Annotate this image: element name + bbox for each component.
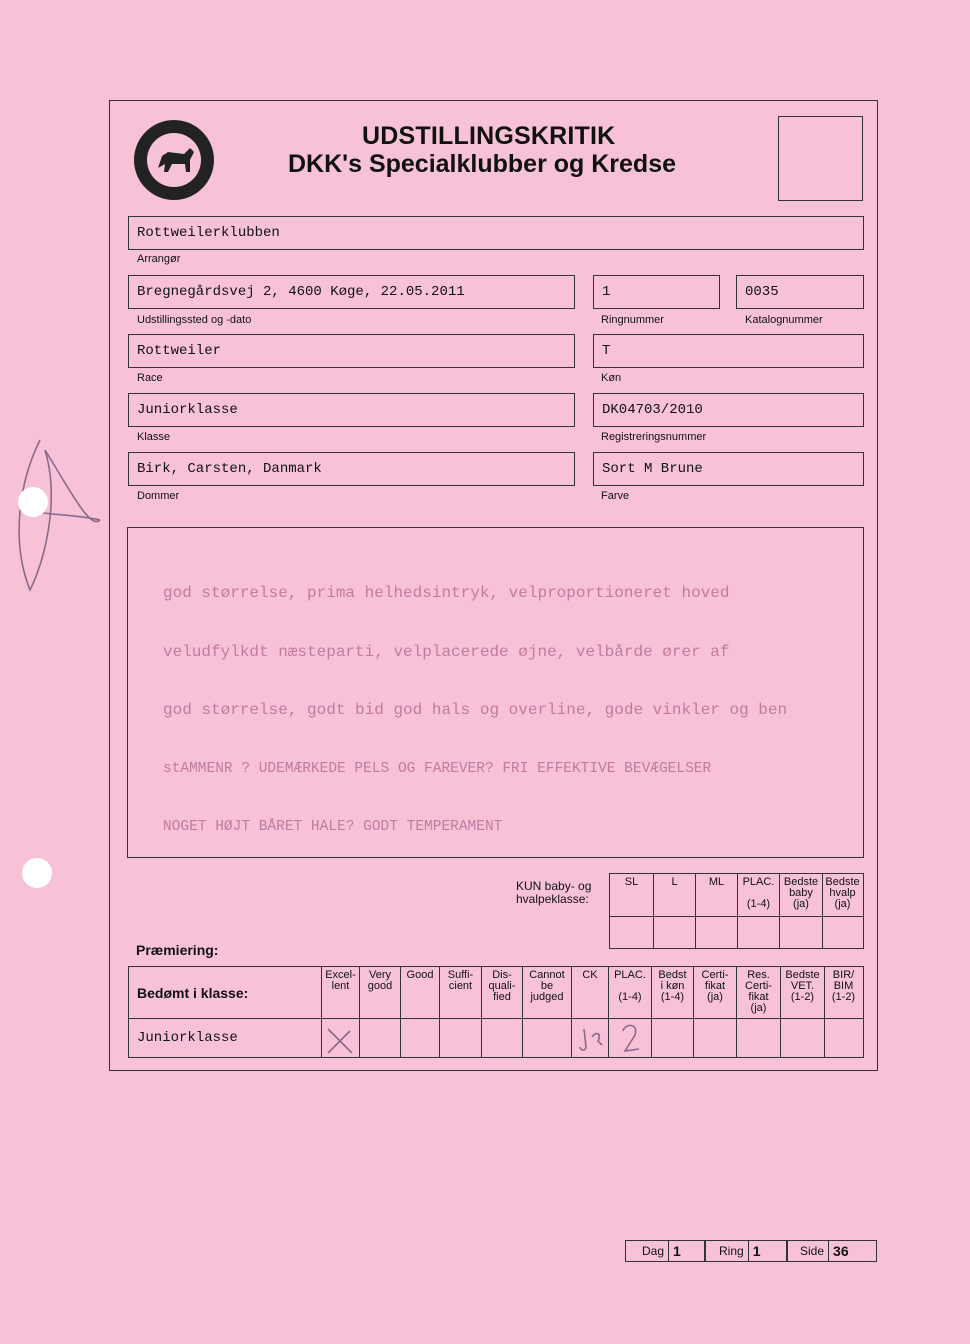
- praemiering-heading: Præmiering:: [136, 942, 219, 958]
- praemiering-table: [128, 966, 864, 1058]
- col-good: Good: [400, 967, 439, 1018]
- baby-col-plac: PLAC. (1-4): [737, 874, 779, 916]
- critique-line: stAMMENR ? UDEMÆRKEDE PELS OG FAREVER? FRI EFFEKTIVE BEVÆGELSER: [163, 760, 712, 777]
- baby-cell[interactable]: [695, 917, 737, 949]
- stamp-box: [778, 116, 863, 201]
- handwritten-x-mark: [324, 1025, 356, 1055]
- punch-hole-bottom: [22, 858, 52, 888]
- farve-label: Farve: [601, 490, 630, 502]
- sted-label: Udstillingssted og -dato: [137, 314, 252, 326]
- baby-header-row: [610, 874, 863, 917]
- arrangoer-label: Arrangør: [137, 253, 181, 265]
- handwritten-ja-mark: [576, 1023, 606, 1053]
- punch-hole-top: [18, 487, 48, 517]
- baby-cell[interactable]: [822, 917, 862, 949]
- excellent-cell[interactable]: [321, 1019, 359, 1057]
- katalognummer-field[interactable]: 0035: [736, 275, 864, 309]
- sted-field[interactable]: Bregnegårdsvej 2, 4600 Køge, 22.05.2011: [128, 275, 575, 309]
- baby-table: [609, 873, 864, 949]
- side-label: Side: [788, 1241, 829, 1261]
- baby-label-line2: hvalpeklasse:: [516, 892, 589, 906]
- very-good-cell[interactable]: [359, 1019, 400, 1057]
- cannot-be-judged-cell[interactable]: [522, 1019, 571, 1057]
- dag-value: 1: [673, 1243, 681, 1259]
- race-field[interactable]: Rottweiler: [128, 334, 575, 368]
- praemiering-value-row: [129, 1019, 863, 1057]
- col-excellent: Excel- lent: [321, 967, 359, 1018]
- bedst-i-koen-cell[interactable]: [651, 1019, 693, 1057]
- bedoemt-label: Bedømt i klasse:: [137, 984, 249, 1001]
- col-cannot-be-judged: Cannot be judged: [522, 967, 571, 1018]
- baby-label: [516, 880, 591, 906]
- baby-cell[interactable]: [610, 917, 653, 949]
- footer-ring: [705, 1240, 787, 1262]
- res-certifikat-cell[interactable]: [736, 1019, 780, 1057]
- footer-side: [787, 1240, 877, 1262]
- disqualified-cell[interactable]: [481, 1019, 522, 1057]
- race-label: Race: [137, 372, 163, 384]
- col-certifikat: Certi- fikat (ja): [693, 967, 736, 1018]
- registrering-label: Registreringsnummer: [601, 431, 707, 443]
- dommer-field[interactable]: Birk, Carsten, Danmark: [128, 452, 575, 486]
- baby-col-bedste-baby: Bedste baby (ja): [779, 874, 822, 916]
- baby-value-row: [610, 917, 863, 949]
- dag-label: Dag: [626, 1241, 669, 1261]
- col-bir-bim: BIR/ BIM (1-2): [824, 967, 862, 1018]
- class-value: Juniorklasse: [137, 1030, 238, 1046]
- col-ck: CK: [571, 967, 608, 1018]
- praemiering-header-row: [129, 967, 863, 1019]
- koen-label: Køn: [601, 372, 622, 384]
- baby-col-ml: ML: [695, 874, 737, 916]
- baby-cell[interactable]: [737, 917, 779, 949]
- form-subtitle: DKK's Specialklubber og Kredse: [288, 150, 677, 178]
- col-bedste-vet: Bedste VET. (1-2): [780, 967, 824, 1018]
- col-plac: PLAC. (1-4): [608, 967, 651, 1018]
- col-sufficient: Suffi- cient: [439, 967, 481, 1018]
- sufficient-cell[interactable]: [439, 1019, 481, 1057]
- arrangoer-field[interactable]: Rottweilerklubben: [128, 216, 864, 250]
- good-cell[interactable]: [400, 1019, 439, 1057]
- baby-col-sl: SL: [624, 876, 639, 888]
- side-value: 36: [833, 1243, 849, 1259]
- baby-col-bedste-hvalp: Bedste hvalp (ja): [822, 874, 862, 916]
- baby-cell[interactable]: [779, 917, 822, 949]
- baby-col-l: L: [653, 874, 695, 916]
- col-bedst-i-koen: Bedst i køn (1-4): [651, 967, 693, 1018]
- baby-cell[interactable]: [653, 917, 695, 949]
- bir-bim-cell[interactable]: [824, 1019, 862, 1057]
- katalognummer-label: Katalognummer: [745, 314, 823, 326]
- ring-label: Ring: [706, 1241, 749, 1261]
- koen-field[interactable]: T: [593, 334, 864, 368]
- form-title: UDSTILLINGSKRITIK: [362, 122, 616, 150]
- col-very-good: Very good: [359, 967, 400, 1018]
- col-res-certifikat: Res. Certi- fikat (ja): [736, 967, 780, 1018]
- klasse-field[interactable]: Juniorklasse: [128, 393, 575, 427]
- farve-field[interactable]: Sort M Brune: [593, 452, 864, 486]
- footer-dag: [625, 1240, 705, 1262]
- handwritten-2-mark: [617, 1021, 645, 1055]
- dkk-logo-icon: [132, 118, 216, 202]
- critique-line: god størrelse, godt bid god hals og overline, gode vinkler og ben: [163, 701, 788, 719]
- ck-cell[interactable]: [571, 1019, 608, 1057]
- critique-text: [163, 545, 787, 857]
- critique-line: veludfylkdt næsteparti, velplacerede øjne, velbårde ører af: [163, 642, 730, 661]
- bedste-vet-cell[interactable]: [780, 1019, 824, 1057]
- registrering-field[interactable]: DK04703/2010: [593, 393, 864, 427]
- ringnummer-field[interactable]: 1: [593, 275, 720, 309]
- certifikat-cell[interactable]: [693, 1019, 736, 1057]
- ringnummer-label: Ringnummer: [601, 314, 664, 326]
- col-disqualified: Dis- quali- fied: [481, 967, 522, 1018]
- scribble-mark: [0, 420, 110, 610]
- critique-line: NOGET HØJT BÅRET HALE? GODT TEMPERAMENT: [163, 819, 503, 835]
- ring-value: 1: [752, 1243, 761, 1259]
- baby-label-line1: KUN baby- og: [516, 879, 592, 893]
- dommer-label: Dommer: [137, 490, 180, 502]
- critique-line: god størrelse, prima helhedsintryk, velproportioneret hoved: [163, 584, 730, 602]
- klasse-label: Klasse: [137, 431, 171, 443]
- plac-cell[interactable]: [608, 1019, 651, 1057]
